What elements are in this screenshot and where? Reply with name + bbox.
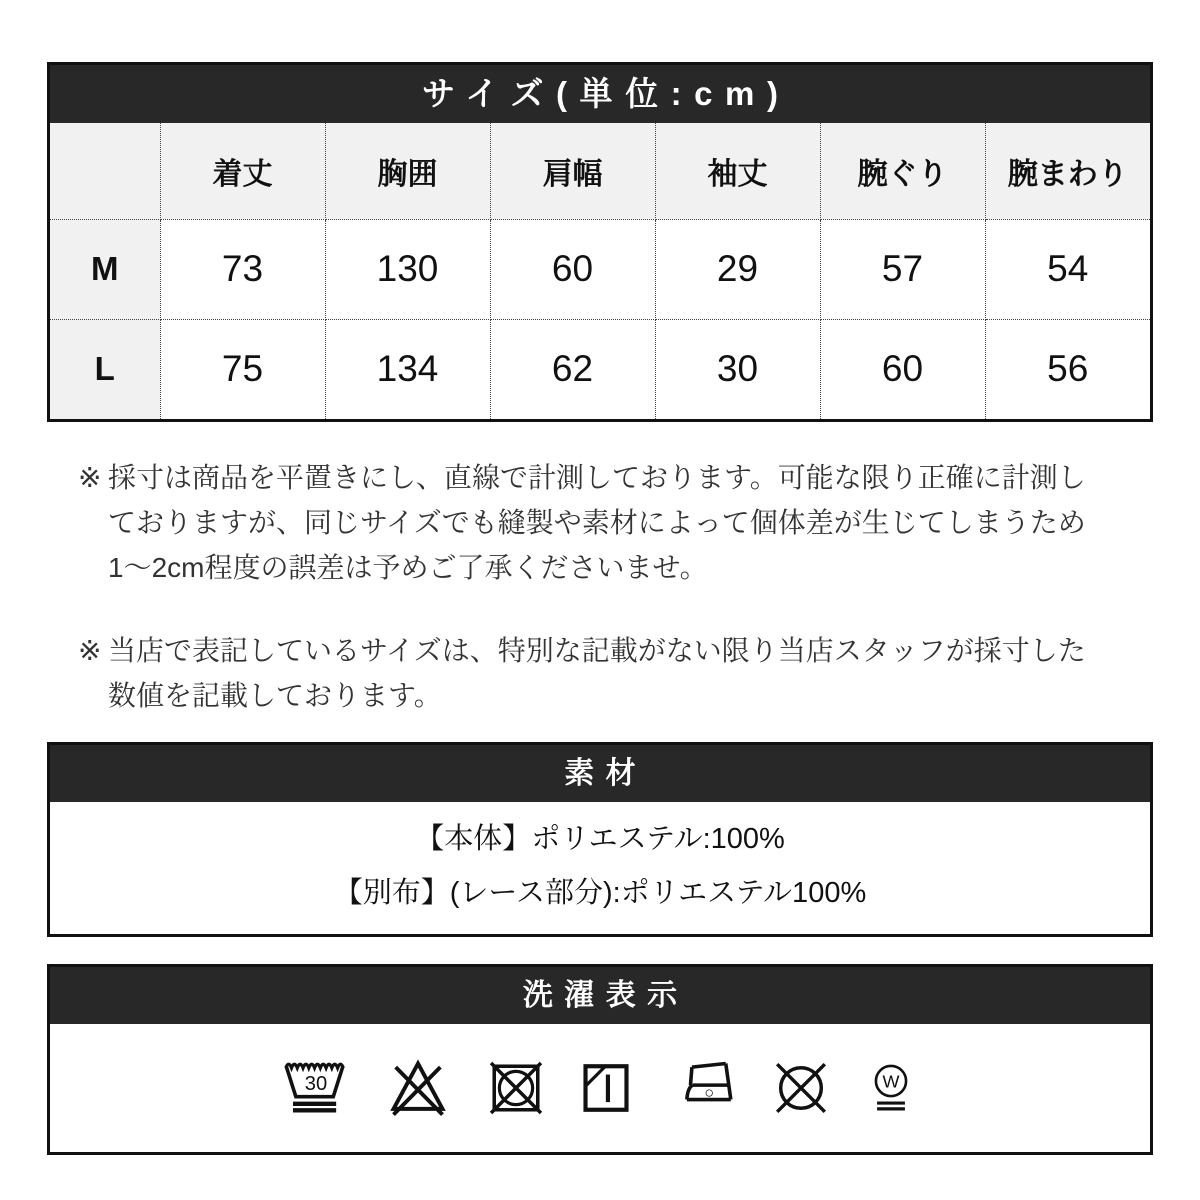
care-icons-row (50, 1024, 1150, 1152)
note-marker: ※ (78, 635, 102, 666)
material-line-lace: 【別布】(レース部分):ポリエステル100% (333, 877, 867, 909)
size-value: 54 (985, 219, 1150, 319)
material-section (47, 742, 1153, 937)
size-value: 134 (325, 319, 490, 419)
size-value: 57 (820, 219, 985, 319)
note-line: 1〜2cm程度の誤差は予めご了承くださいませ。 (108, 552, 708, 583)
column-header-shoulder: 肩幅 (490, 123, 655, 219)
care-title-bar (50, 967, 1150, 1024)
size-row-m (50, 219, 1150, 319)
wash-temp-label: 30 (304, 1073, 328, 1096)
care-section (47, 964, 1153, 1155)
note-measurement-accuracy (78, 455, 1153, 590)
size-value: 29 (655, 219, 820, 319)
do-not-dry-clean-icon (766, 1052, 836, 1124)
wet-clean-label: W (882, 1071, 900, 1092)
page (47, 0, 1153, 1155)
column-header-length: 着丈 (160, 123, 325, 219)
size-row-label: L (50, 319, 160, 419)
size-row-l (50, 319, 1150, 419)
note-line: 当店で表記しているサイズは、特別な記載がない限り当店スタッフが採寸した (108, 635, 1086, 666)
size-value: 60 (820, 319, 985, 419)
care-title: 洗濯表示 (522, 979, 689, 1012)
note-line: 採寸は商品を平置きにし、直線で計測しております。可能な限り正確に計測し (108, 462, 1086, 493)
column-header-arm-circumference: 腕まわり (985, 123, 1150, 219)
size-value: 62 (490, 319, 655, 419)
wet-clean-very-gentle-icon (862, 1052, 920, 1124)
column-header-chest: 胸囲 (325, 123, 490, 219)
corner-cell (50, 123, 160, 219)
size-value: 30 (655, 319, 820, 419)
do-not-tumble-dry-icon (484, 1052, 548, 1124)
size-section (47, 62, 1153, 422)
size-table (50, 123, 1150, 419)
note-line: ておりますが、同じサイズでも縫製や素材によって個体差が生じてしまうため (108, 507, 1086, 538)
do-not-bleach-icon (378, 1052, 458, 1124)
size-row-label: M (50, 219, 160, 319)
material-title-bar (50, 745, 1150, 802)
note-marker: ※ (78, 462, 102, 493)
size-title-bar (50, 65, 1150, 123)
column-header-armhole: 腕ぐり (820, 123, 985, 219)
size-value: 73 (160, 219, 325, 319)
measurement-notes (78, 455, 1153, 718)
size-value: 130 (325, 219, 490, 319)
column-header-sleeve: 袖丈 (655, 123, 820, 219)
iron-low-heat-icon (664, 1052, 740, 1124)
size-table-header-row (50, 123, 1150, 219)
material-line-main: 【本体】ポリエステル:100% (415, 823, 785, 855)
material-title: 素材 (564, 757, 648, 790)
note-staff-measured (78, 628, 1153, 718)
size-value: 75 (160, 319, 325, 419)
size-value: 56 (985, 319, 1150, 419)
material-body (50, 802, 1150, 934)
size-value: 60 (490, 219, 655, 319)
note-line: 数値を記載しております。 (108, 680, 442, 711)
line-dry-in-shade-icon (574, 1052, 638, 1124)
wash-30-very-gentle-icon (280, 1052, 352, 1124)
size-title: サイズ(単位:cm) (422, 75, 791, 112)
